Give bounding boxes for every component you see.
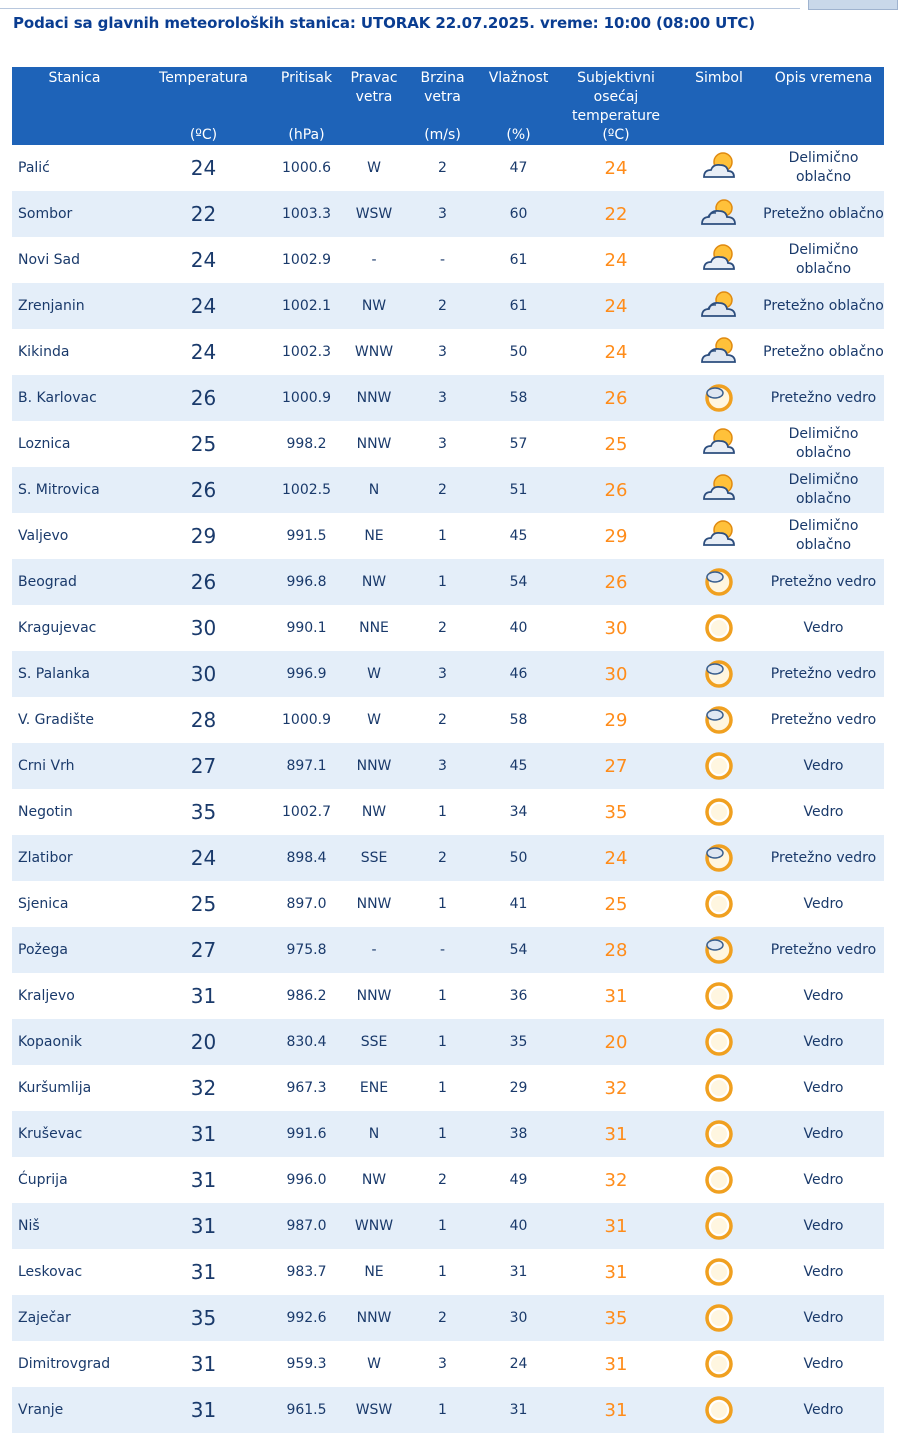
temperature-value: 31	[137, 1249, 270, 1295]
sun-icon	[675, 1341, 763, 1387]
pressure-value: 1000.6	[270, 145, 343, 191]
weather-description: Vedro	[763, 1111, 884, 1157]
humidity-value: 29	[480, 1065, 557, 1111]
wind-direction-value: N	[343, 1111, 405, 1157]
pressure-value: 975.8	[270, 927, 343, 973]
station-name: Kruševac	[12, 1111, 137, 1157]
table-row	[12, 145, 884, 191]
table-row	[12, 375, 884, 421]
station-table	[12, 67, 884, 1433]
pressure-value: 959.3	[270, 1341, 343, 1387]
station-name: Zlatibor	[12, 835, 137, 881]
wind-direction-value: NNW	[343, 743, 405, 789]
table-row	[12, 697, 884, 743]
table-row	[12, 283, 884, 329]
station-name: S. Mitrovica	[12, 467, 137, 513]
temperature-value: 32	[137, 1065, 270, 1111]
weather-description: Vedro	[763, 1157, 884, 1203]
pressure-value: 991.6	[270, 1111, 343, 1157]
station-name: Sjenica	[12, 881, 137, 927]
feels-like-value: 31	[557, 1203, 675, 1249]
table-row	[12, 1387, 884, 1433]
humidity-value: 51	[480, 467, 557, 513]
wind-direction-value: NW	[343, 789, 405, 835]
sun-icon	[675, 1065, 763, 1111]
station-name: Sombor	[12, 191, 137, 237]
mostly-sunny-icon	[675, 835, 763, 881]
weather-description: Pretežno oblačno	[763, 191, 884, 237]
temperature-value: 30	[137, 605, 270, 651]
pressure-value: 967.3	[270, 1065, 343, 1111]
wind-direction-value: NNW	[343, 421, 405, 467]
wind-direction-value: NNE	[343, 605, 405, 651]
wind-direction-value: WSW	[343, 191, 405, 237]
humidity-value: 35	[480, 1019, 557, 1065]
station-name: Valjevo	[12, 513, 137, 559]
wind-direction-value: NW	[343, 283, 405, 329]
weather-description: Vedro	[763, 1249, 884, 1295]
humidity-value: 31	[480, 1249, 557, 1295]
humidity-value: 36	[480, 973, 557, 1019]
wind-direction-value: NNW	[343, 375, 405, 421]
wind-direction-value: -	[343, 237, 405, 283]
partly-cloudy-icon	[675, 145, 763, 191]
mostly-sunny-icon	[675, 927, 763, 973]
wind-direction-value: WNW	[343, 329, 405, 375]
sun-icon	[675, 1203, 763, 1249]
wind-speed-value: 3	[405, 375, 480, 421]
mostly-sunny-icon	[675, 697, 763, 743]
weather-description: Pretežno vedro	[763, 835, 884, 881]
pressure-value: 1000.9	[270, 697, 343, 743]
partly-cloudy-icon	[675, 467, 763, 513]
weather-description: Pretežno vedro	[763, 559, 884, 605]
weather-description: Vedro	[763, 1203, 884, 1249]
table-row	[12, 1249, 884, 1295]
col-wind-speed: Brzina vetra (m/s)	[405, 67, 480, 145]
feels-like-value: 31	[557, 1111, 675, 1157]
pressure-value: 1002.5	[270, 467, 343, 513]
wind-speed-value: 1	[405, 973, 480, 1019]
station-name: V. Gradište	[12, 697, 137, 743]
table-row	[12, 329, 884, 375]
temperature-value: 24	[137, 329, 270, 375]
pressure-value: 996.0	[270, 1157, 343, 1203]
temperature-value: 27	[137, 927, 270, 973]
station-name: Kragujevac	[12, 605, 137, 651]
mostly-sunny-icon	[675, 375, 763, 421]
table-row	[12, 1295, 884, 1341]
humidity-value: 38	[480, 1111, 557, 1157]
wind-direction-value: NE	[343, 513, 405, 559]
temperature-value: 31	[137, 1203, 270, 1249]
col-wind-direction: Pravac vetra	[343, 67, 405, 145]
humidity-value: 46	[480, 651, 557, 697]
temperature-value: 31	[137, 1387, 270, 1433]
humidity-value: 58	[480, 375, 557, 421]
temperature-value: 31	[137, 1111, 270, 1157]
col-temperature: Temperatura (ºC)	[137, 67, 270, 145]
temperature-value: 35	[137, 1295, 270, 1341]
feels-like-value: 25	[557, 421, 675, 467]
station-name: Kopaonik	[12, 1019, 137, 1065]
wind-speed-value: 1	[405, 559, 480, 605]
partly-cloudy-icon	[675, 513, 763, 559]
table-row	[12, 1111, 884, 1157]
wind-direction-value: ENE	[343, 1065, 405, 1111]
temperature-value: 24	[137, 283, 270, 329]
table-row	[12, 421, 884, 467]
humidity-value: 50	[480, 835, 557, 881]
pressure-value: 1003.3	[270, 191, 343, 237]
humidity-value: 47	[480, 145, 557, 191]
pressure-value: 983.7	[270, 1249, 343, 1295]
table-row	[12, 973, 884, 1019]
humidity-value: 34	[480, 789, 557, 835]
temperature-value: 26	[137, 375, 270, 421]
table-row	[12, 237, 884, 283]
table-row	[12, 927, 884, 973]
table-row	[12, 513, 884, 559]
station-name: S. Palanka	[12, 651, 137, 697]
wind-speed-value: 3	[405, 421, 480, 467]
humidity-value: 31	[480, 1387, 557, 1433]
weather-description: Vedro	[763, 1387, 884, 1433]
sun-icon	[675, 1019, 763, 1065]
wind-direction-value: NW	[343, 559, 405, 605]
wind-speed-value: 1	[405, 1203, 480, 1249]
humidity-value: 50	[480, 329, 557, 375]
station-name: Zaječar	[12, 1295, 137, 1341]
pressure-value: 1002.9	[270, 237, 343, 283]
table-row	[12, 191, 884, 237]
station-name: Požega	[12, 927, 137, 973]
temperature-value: 24	[137, 835, 270, 881]
weather-description: Vedro	[763, 1065, 884, 1111]
weather-description: Vedro	[763, 743, 884, 789]
humidity-value: 60	[480, 191, 557, 237]
sun-icon	[675, 1157, 763, 1203]
wind-direction-value: SSE	[343, 1019, 405, 1065]
wind-speed-value: 2	[405, 697, 480, 743]
pressure-value: 897.1	[270, 743, 343, 789]
station-name: Loznica	[12, 421, 137, 467]
pressure-value: 991.5	[270, 513, 343, 559]
sun-icon	[675, 743, 763, 789]
sun-icon	[675, 1249, 763, 1295]
humidity-value: 58	[480, 697, 557, 743]
wind-direction-value: -	[343, 927, 405, 973]
feels-like-value: 26	[557, 559, 675, 605]
wind-speed-value: -	[405, 927, 480, 973]
wind-speed-value: 1	[405, 789, 480, 835]
temperature-value: 25	[137, 421, 270, 467]
humidity-value: 40	[480, 1203, 557, 1249]
weather-description: Delimično oblačno	[763, 237, 884, 283]
pressure-value: 992.6	[270, 1295, 343, 1341]
humidity-value: 45	[480, 513, 557, 559]
humidity-value: 24	[480, 1341, 557, 1387]
sun-icon	[675, 973, 763, 1019]
table-row	[12, 835, 884, 881]
temperature-value: 26	[137, 467, 270, 513]
wind-speed-value: 3	[405, 743, 480, 789]
humidity-value: 45	[480, 743, 557, 789]
weather-description: Pretežno vedro	[763, 651, 884, 697]
mostly-cloudy-icon	[675, 191, 763, 237]
table-row	[12, 559, 884, 605]
wind-direction-value: W	[343, 1341, 405, 1387]
humidity-value: 49	[480, 1157, 557, 1203]
feels-like-value: 35	[557, 789, 675, 835]
mostly-sunny-icon	[675, 651, 763, 697]
mostly-sunny-icon	[675, 559, 763, 605]
weather-description: Vedro	[763, 789, 884, 835]
col-description: Opis vremena	[763, 67, 884, 145]
temperature-value: 20	[137, 1019, 270, 1065]
feels-like-value: 20	[557, 1019, 675, 1065]
station-name: Niš	[12, 1203, 137, 1249]
wind-speed-value: 1	[405, 881, 480, 927]
temperature-value: 22	[137, 191, 270, 237]
feels-like-value: 31	[557, 1387, 675, 1433]
feels-like-value: 32	[557, 1065, 675, 1111]
humidity-value: 57	[480, 421, 557, 467]
table-row	[12, 1157, 884, 1203]
temperature-value: 24	[137, 145, 270, 191]
station-name: Kraljevo	[12, 973, 137, 1019]
wind-direction-value: NNW	[343, 1295, 405, 1341]
feels-like-value: 24	[557, 835, 675, 881]
weather-description: Delimično oblačno	[763, 421, 884, 467]
humidity-value: 54	[480, 559, 557, 605]
wind-direction-value: NW	[343, 1157, 405, 1203]
sun-icon	[675, 605, 763, 651]
station-name: Vranje	[12, 1387, 137, 1433]
feels-like-value: 29	[557, 513, 675, 559]
mostly-cloudy-icon	[675, 283, 763, 329]
weather-description: Pretežno oblačno	[763, 329, 884, 375]
pressure-value: 1002.7	[270, 789, 343, 835]
wind-speed-value: -	[405, 237, 480, 283]
site-logo[interactable]	[808, 0, 898, 10]
station-name: B. Karlovac	[12, 375, 137, 421]
wind-speed-value: 3	[405, 1341, 480, 1387]
pressure-value: 1002.3	[270, 329, 343, 375]
col-humidity: Vlažnost (%)	[480, 67, 557, 145]
pressure-value: 990.1	[270, 605, 343, 651]
station-name: Negotin	[12, 789, 137, 835]
table-row	[12, 1019, 884, 1065]
feels-like-value: 35	[557, 1295, 675, 1341]
weather-description: Delimično oblačno	[763, 513, 884, 559]
pressure-value: 1000.9	[270, 375, 343, 421]
wind-speed-value: 1	[405, 1111, 480, 1157]
table-row	[12, 743, 884, 789]
station-name: Kuršumlija	[12, 1065, 137, 1111]
table-row	[12, 1341, 884, 1387]
temperature-value: 29	[137, 513, 270, 559]
col-feels-like: Subjektivni osećaj temperature (ºC)	[557, 67, 675, 145]
humidity-value: 41	[480, 881, 557, 927]
feels-like-value: 30	[557, 651, 675, 697]
table-row	[12, 881, 884, 927]
weather-description: Vedro	[763, 973, 884, 1019]
pressure-value: 996.9	[270, 651, 343, 697]
table-row	[12, 651, 884, 697]
weather-description: Vedro	[763, 1019, 884, 1065]
humidity-value: 40	[480, 605, 557, 651]
weather-description: Pretežno vedro	[763, 697, 884, 743]
wind-speed-value: 1	[405, 1387, 480, 1433]
wind-speed-value: 3	[405, 329, 480, 375]
station-name: Kikinda	[12, 329, 137, 375]
pressure-value: 830.4	[270, 1019, 343, 1065]
feels-like-value: 27	[557, 743, 675, 789]
wind-direction-value: NE	[343, 1249, 405, 1295]
wind-speed-value: 2	[405, 1295, 480, 1341]
feels-like-value: 31	[557, 1341, 675, 1387]
wind-speed-value: 1	[405, 1019, 480, 1065]
wind-direction-value: SSE	[343, 835, 405, 881]
wind-direction-value: WNW	[343, 1203, 405, 1249]
feels-like-value: 25	[557, 881, 675, 927]
wind-direction-value: W	[343, 651, 405, 697]
feels-like-value: 24	[557, 145, 675, 191]
sun-icon	[675, 1111, 763, 1157]
wind-direction-value: WSW	[343, 1387, 405, 1433]
feels-like-value: 24	[557, 329, 675, 375]
pressure-value: 961.5	[270, 1387, 343, 1433]
weather-description: Pretežno vedro	[763, 927, 884, 973]
station-name: Leskovac	[12, 1249, 137, 1295]
wind-speed-value: 3	[405, 651, 480, 697]
feels-like-value: 29	[557, 697, 675, 743]
station-name: Palić	[12, 145, 137, 191]
col-symbol: Simbol	[675, 67, 763, 145]
temperature-value: 35	[137, 789, 270, 835]
partly-cloudy-icon	[675, 237, 763, 283]
temperature-value: 30	[137, 651, 270, 697]
table-row	[12, 1065, 884, 1111]
station-name: Zrenjanin	[12, 283, 137, 329]
feels-like-value: 32	[557, 1157, 675, 1203]
wind-speed-value: 2	[405, 835, 480, 881]
station-name: Ćuprija	[12, 1157, 137, 1203]
weather-description: Vedro	[763, 1341, 884, 1387]
col-pressure: Pritisak (hPa)	[270, 67, 343, 145]
table-row	[12, 789, 884, 835]
humidity-value: 54	[480, 927, 557, 973]
sun-icon	[675, 881, 763, 927]
pressure-value: 987.0	[270, 1203, 343, 1249]
temperature-value: 27	[137, 743, 270, 789]
feels-like-value: 24	[557, 283, 675, 329]
wind-speed-value: 1	[405, 513, 480, 559]
humidity-value: 61	[480, 237, 557, 283]
sun-icon	[675, 1295, 763, 1341]
pressure-value: 986.2	[270, 973, 343, 1019]
pressure-value: 898.4	[270, 835, 343, 881]
page-title: Podaci sa glavnih meteoroloških stanica: UTORAK 22.07.2025. vreme: 10:00 (08:00 UTC)	[13, 14, 756, 32]
table-row	[12, 605, 884, 651]
feels-like-value: 30	[557, 605, 675, 651]
temperature-value: 25	[137, 881, 270, 927]
wind-speed-value: 1	[405, 1249, 480, 1295]
feels-like-value: 28	[557, 927, 675, 973]
temperature-value: 26	[137, 559, 270, 605]
temperature-value: 31	[137, 973, 270, 1019]
top-divider	[0, 8, 800, 9]
wind-speed-value: 2	[405, 145, 480, 191]
table-header	[12, 67, 884, 145]
pressure-value: 897.0	[270, 881, 343, 927]
feels-like-value: 31	[557, 1249, 675, 1295]
wind-speed-value: 2	[405, 605, 480, 651]
station-name: Crni Vrh	[12, 743, 137, 789]
mostly-cloudy-icon	[675, 329, 763, 375]
feels-like-value: 26	[557, 375, 675, 421]
table-row	[12, 1203, 884, 1249]
feels-like-value: 26	[557, 467, 675, 513]
humidity-value: 30	[480, 1295, 557, 1341]
humidity-value: 61	[480, 283, 557, 329]
weather-description: Delimično oblačno	[763, 145, 884, 191]
feels-like-value: 22	[557, 191, 675, 237]
wind-speed-value: 1	[405, 1065, 480, 1111]
feels-like-value: 24	[557, 237, 675, 283]
temperature-value: 24	[137, 237, 270, 283]
wind-direction-value: N	[343, 467, 405, 513]
weather-description: Vedro	[763, 605, 884, 651]
temperature-value: 31	[137, 1341, 270, 1387]
weather-description: Pretežno vedro	[763, 375, 884, 421]
pressure-value: 1002.1	[270, 283, 343, 329]
wind-direction-value: NNW	[343, 973, 405, 1019]
wind-speed-value: 2	[405, 467, 480, 513]
wind-speed-value: 2	[405, 283, 480, 329]
weather-description: Pretežno oblačno	[763, 283, 884, 329]
feels-like-value: 31	[557, 973, 675, 1019]
temperature-value: 31	[137, 1157, 270, 1203]
wind-speed-value: 3	[405, 191, 480, 237]
table-row	[12, 467, 884, 513]
temperature-value: 28	[137, 697, 270, 743]
weather-description: Delimično oblačno	[763, 467, 884, 513]
col-station: Stanica	[12, 67, 137, 145]
wind-direction-value: W	[343, 697, 405, 743]
wind-direction-value: NNW	[343, 881, 405, 927]
station-name: Novi Sad	[12, 237, 137, 283]
pressure-value: 998.2	[270, 421, 343, 467]
sun-icon	[675, 1387, 763, 1433]
pressure-value: 996.8	[270, 559, 343, 605]
partly-cloudy-icon	[675, 421, 763, 467]
station-name: Beograd	[12, 559, 137, 605]
wind-direction-value: W	[343, 145, 405, 191]
weather-description: Vedro	[763, 881, 884, 927]
station-name: Dimitrovgrad	[12, 1341, 137, 1387]
weather-description: Vedro	[763, 1295, 884, 1341]
sun-icon	[675, 789, 763, 835]
wind-speed-value: 2	[405, 1157, 480, 1203]
